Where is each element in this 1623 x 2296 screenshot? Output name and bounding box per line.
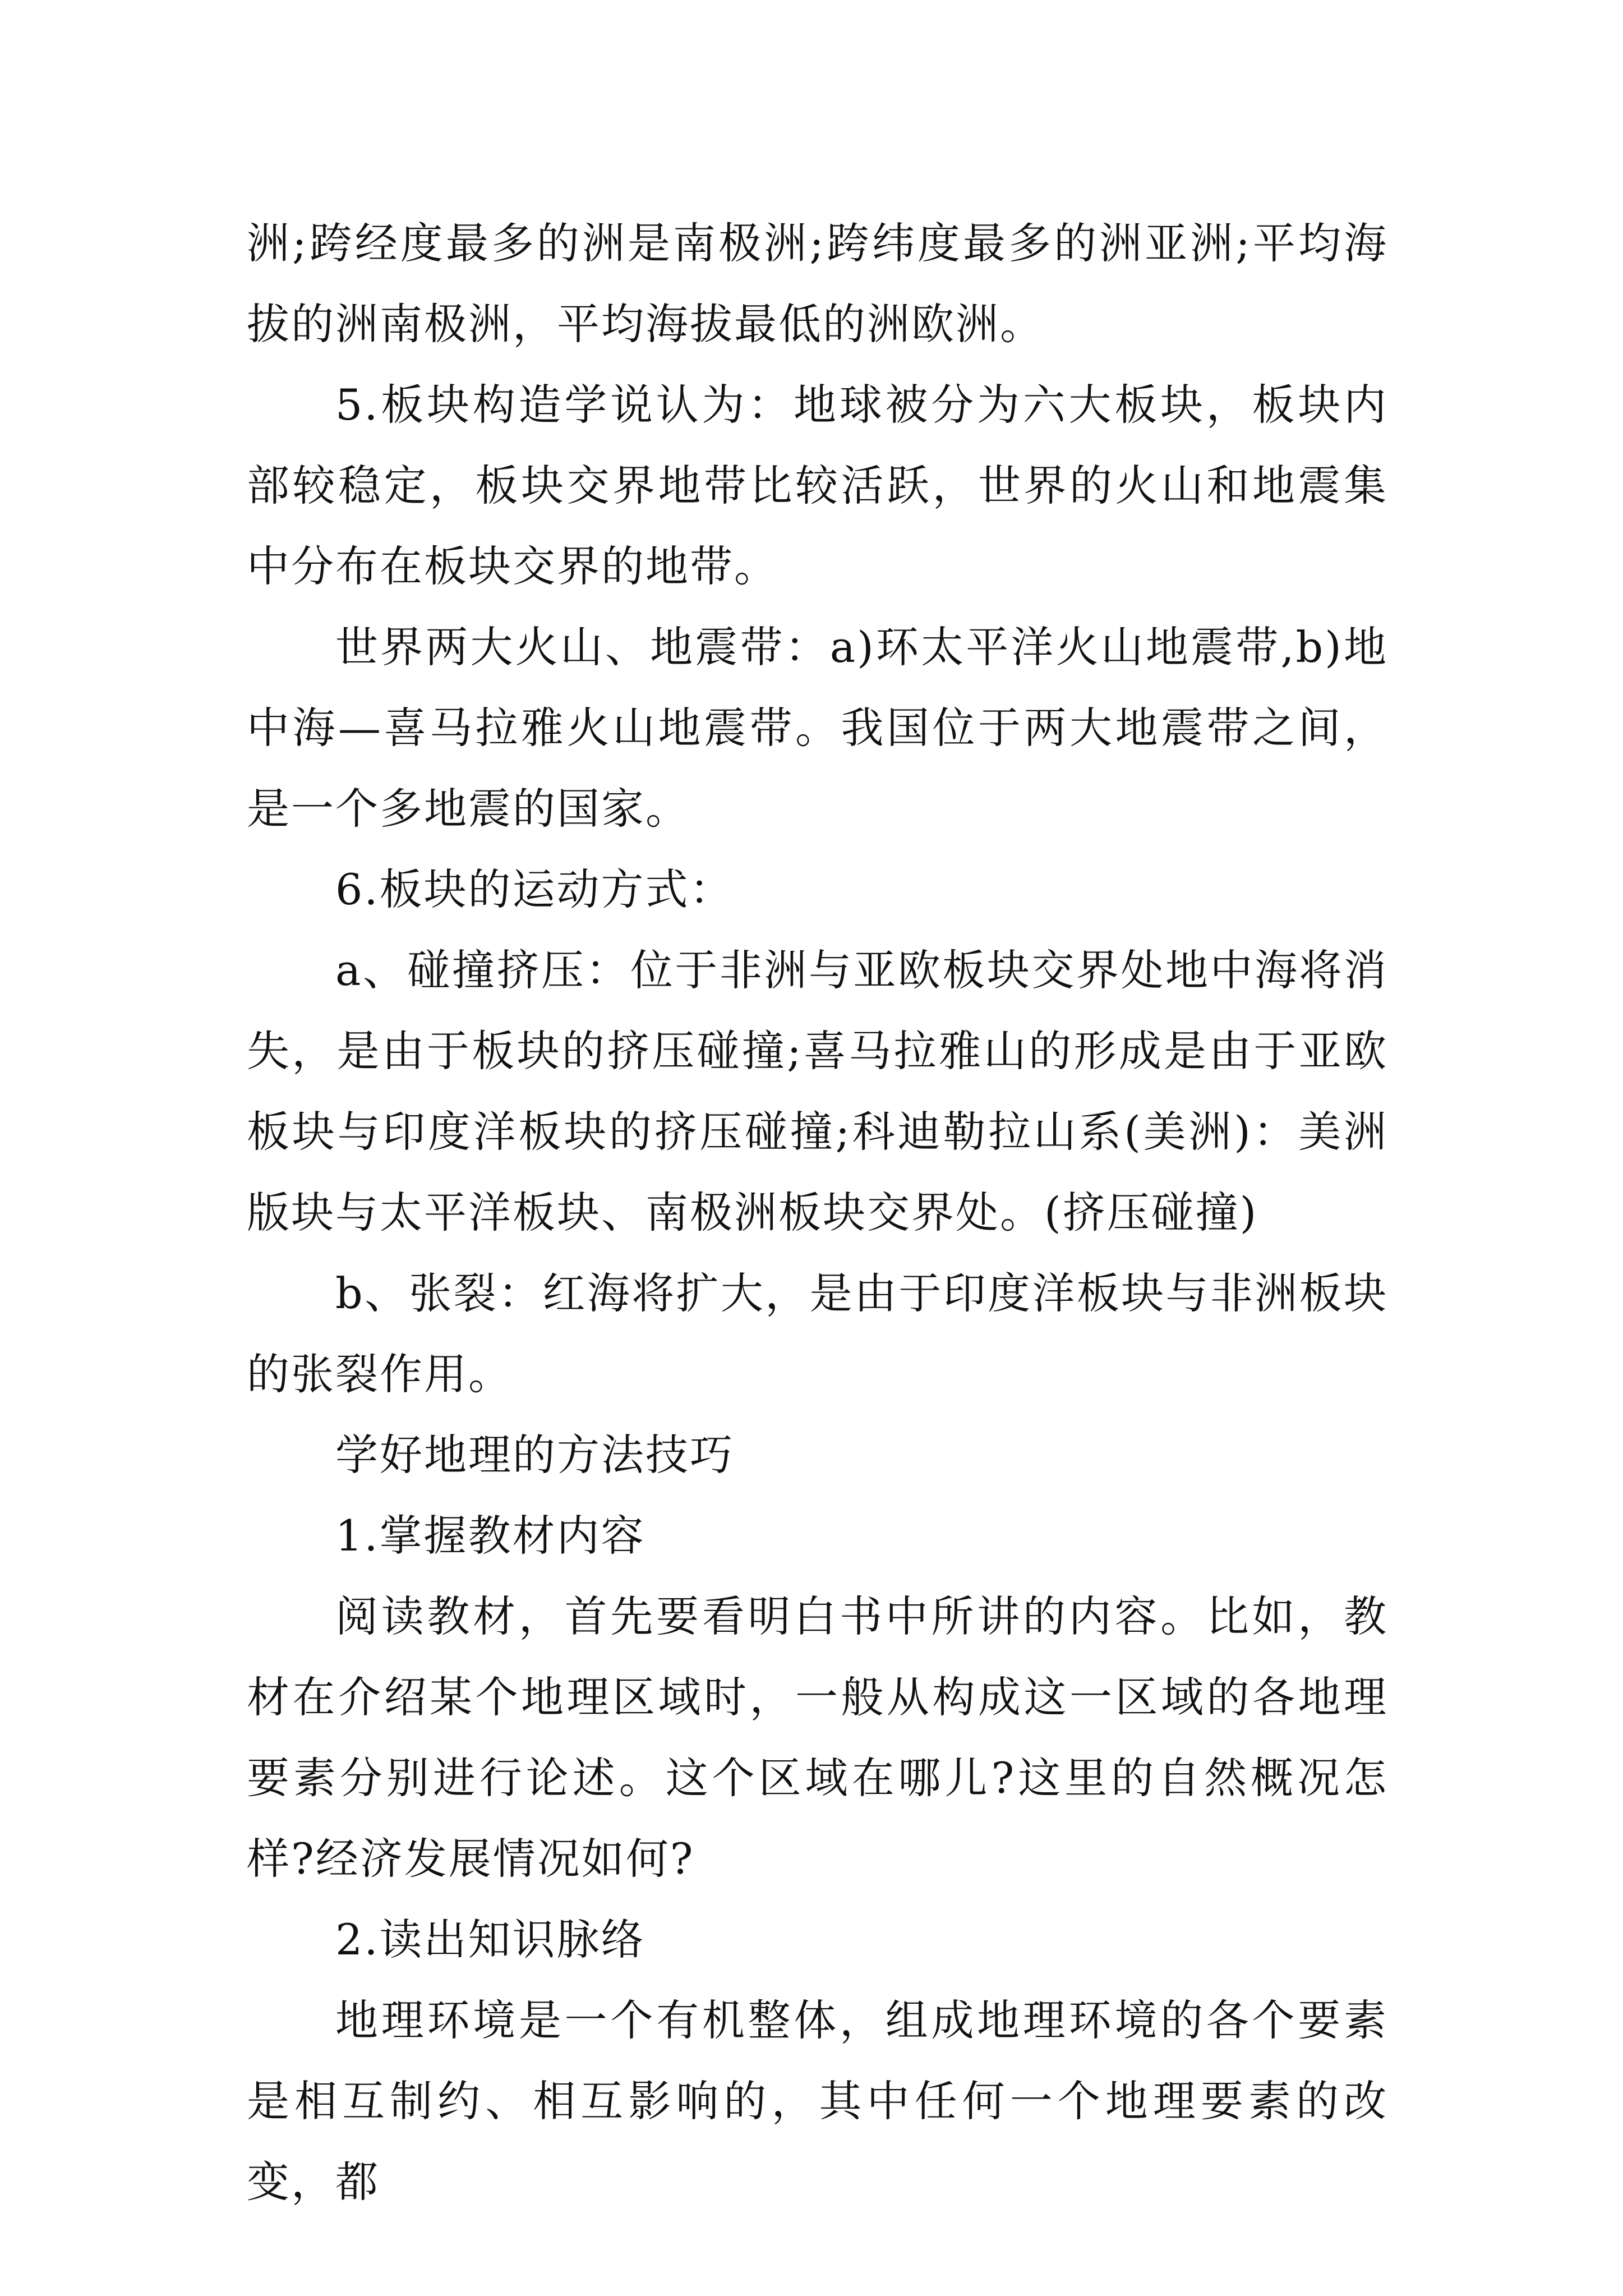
paragraph-plate-motion-heading: 6.板块的运动方式： xyxy=(335,864,734,914)
paragraph-collision: a、碰撞挤压：位于非洲与亚欧板块交界处地中海将消失，是由于板块的挤压碰撞;喜马拉雅山的形成是由于亚欧板块与印度洋板块的挤压碰撞;科迪勒拉山系(美洲)：美洲版块与太平洋板块、南极洲板块交界处。(挤压碰撞) xyxy=(247,945,1388,1237)
subheading-master-textbook: 1.掌握教材内容 xyxy=(335,1511,645,1561)
paragraph-geographic-environment: 地理环境是一个有机整体，组成地理环境的各个要素是相互制约、相互影响的，其中任何一个地理要素的改变，都 xyxy=(247,1995,1388,2207)
paragraph-volcano-earthquake-belts: 世界两大火山、地震带：a)环太平洋火山地震带,b)地中海—喜马拉雅火山地震带。我国位于两大地震带之间，是一个多地震的国家。 xyxy=(247,622,1388,834)
document-body xyxy=(247,203,1388,2223)
subheading-knowledge-context: 2.读出知识脉络 xyxy=(335,1915,645,1964)
paragraph-rifting: b、张裂：红海将扩大，是由于印度洋板块与非洲板块的张裂作用。 xyxy=(247,1268,1388,1399)
section-heading-study-methods: 学好地理的方法技巧 xyxy=(335,1430,734,1480)
paragraph-read-textbook: 阅读教材，首先要看明白书中所讲的内容。比如，教材在介绍某个地理区域时，一般从构成这一区域的各地理要素分别进行论述。这个区域在哪儿?这里的自然概况怎样?经济发展情况如何? xyxy=(247,1591,1388,1884)
paragraph-plate-tectonics: 5.板块构造学说认为：地球被分为六大板块，板块内部较稳定，板块交界地带比较活跃，世界的火山和地震集中分布在板块交界的地带。 xyxy=(247,380,1388,591)
paragraph-continuation: 洲;跨经度最多的洲是南极洲;跨纬度最多的洲亚洲;平均海拔的洲南极洲，平均海拔最低的洲欧洲。 xyxy=(247,218,1388,349)
